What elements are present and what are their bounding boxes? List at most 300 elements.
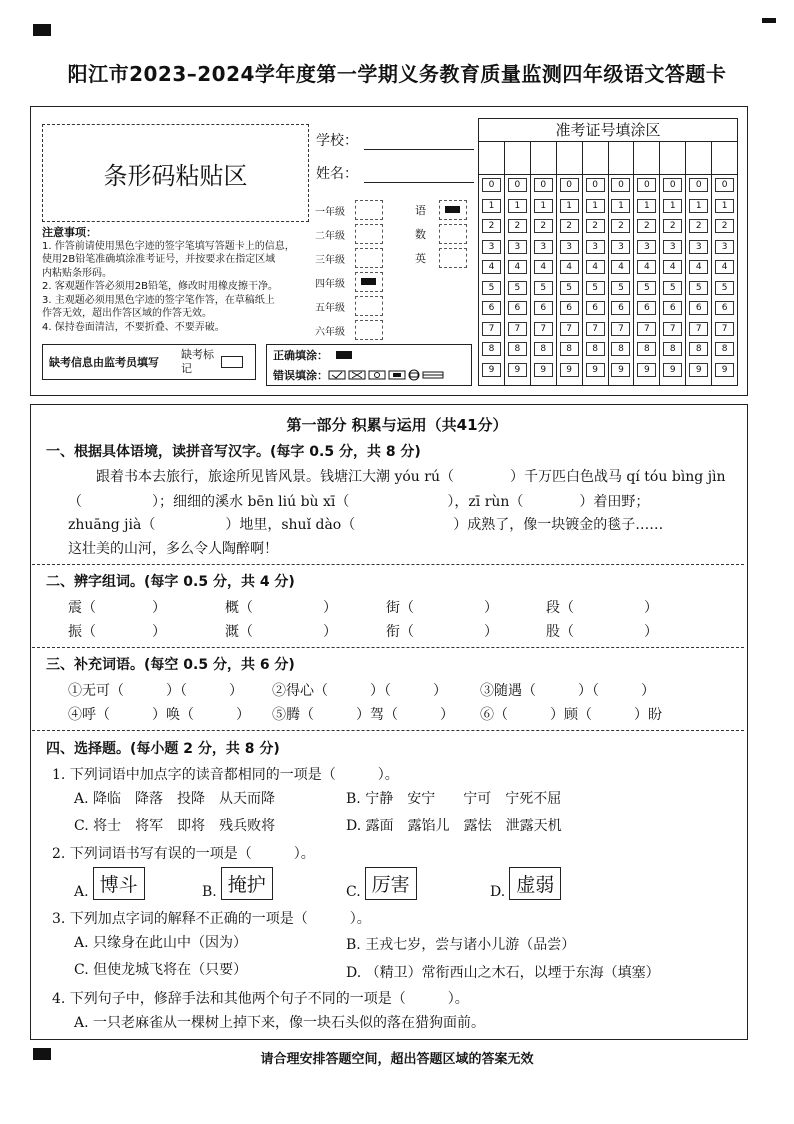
q3-blank[interactable]: ②得心（ ）（ ） — [272, 683, 447, 699]
digit-bubble[interactable]: 9 — [663, 363, 682, 377]
digit-bubble[interactable]: 7 — [663, 322, 682, 336]
grade-label: 六年级 — [315, 326, 345, 338]
subject-label: 英 — [415, 252, 426, 265]
digit-cell — [505, 360, 530, 381]
digit-cell — [609, 298, 634, 319]
ticket-write-box[interactable] — [634, 142, 659, 175]
digit-cell — [660, 257, 685, 278]
fill-legend — [266, 344, 472, 386]
grade-label: 二年级 — [315, 230, 345, 242]
digit-cell — [557, 339, 582, 360]
digit-bubble[interactable]: 5 — [611, 281, 630, 295]
digit-bubble[interactable]: 1 — [715, 199, 734, 213]
grade-bubble[interactable] — [355, 320, 383, 340]
q3-blank[interactable]: ③随遇（ ）（ ） — [480, 683, 655, 699]
digit-cell — [479, 257, 504, 278]
option-key: D. — [490, 884, 506, 900]
digit-cell — [660, 216, 685, 237]
digit-bubble[interactable]: 4 — [534, 260, 553, 274]
digit-cell — [531, 175, 556, 196]
digit-cell — [609, 216, 634, 237]
digit-cell — [557, 175, 582, 196]
digit-cell — [583, 319, 608, 340]
digit-bubble[interactable]: 0 — [560, 178, 579, 192]
q4-1-option-d[interactable]: D. 露面 露馅儿 露怯 泄露天机 — [346, 818, 562, 834]
registration-mark-top-left — [33, 24, 51, 36]
notice-line: 1. 作答前请使用黑色字迹的签字笔填写答题卡上的信息， — [42, 240, 295, 252]
digit-cell — [712, 298, 737, 319]
digit-cell — [557, 216, 582, 237]
absent-code-label: 缺考标记 — [181, 348, 214, 375]
digit-bubble[interactable]: 0 — [715, 178, 734, 192]
q4-3-option-d[interactable]: D. （精卫）常衔西山之木石，以堙于东海（填塞） — [346, 965, 660, 981]
digit-bubble[interactable]: 8 — [689, 342, 708, 356]
q4-2-option-b[interactable] — [202, 867, 273, 900]
ticket-write-box[interactable] — [557, 142, 582, 175]
digit-cell — [634, 339, 659, 360]
grade-row-3[interactable] — [315, 246, 383, 270]
option-word: 虚弱 — [509, 867, 561, 900]
digit-cell — [531, 237, 556, 258]
digit-bubble[interactable]: 0 — [663, 178, 682, 192]
ticket-write-box[interactable] — [479, 142, 504, 175]
option-key: B. — [202, 884, 217, 900]
q2-blank[interactable]: 股（ ） — [546, 624, 658, 640]
digit-bubble[interactable]: 9 — [586, 363, 605, 377]
digit-cell — [660, 298, 685, 319]
digit-cell — [531, 257, 556, 278]
digit-bubble[interactable]: 1 — [586, 199, 605, 213]
q4-2-option-c[interactable] — [346, 867, 417, 900]
digit-cell — [634, 216, 659, 237]
digit-bubble[interactable]: 2 — [482, 219, 501, 233]
digit-cell — [660, 278, 685, 299]
digit-bubble[interactable]: 3 — [689, 240, 708, 254]
q3-blank[interactable]: ⑥（ ）顾（ ）盼 — [480, 707, 662, 723]
subject-selector — [415, 198, 467, 270]
digit-cell — [660, 339, 685, 360]
digit-cell — [479, 196, 504, 217]
subject-label: 语 — [415, 204, 426, 217]
digit-bubble[interactable]: 3 — [611, 240, 630, 254]
digit-cell — [505, 339, 530, 360]
digit-bubble[interactable]: 1 — [560, 199, 579, 213]
digit-cell — [660, 175, 685, 196]
digit-bubble[interactable]: 0 — [482, 178, 501, 192]
ticket-write-box[interactable] — [505, 142, 530, 175]
digit-bubble[interactable]: 7 — [637, 322, 656, 336]
digit-cell — [479, 216, 504, 237]
digit-bubble[interactable]: 7 — [715, 322, 734, 336]
q2-blank[interactable]: 段（ ） — [546, 600, 658, 616]
digit-cell — [479, 360, 504, 381]
digit-bubble[interactable]: 2 — [586, 219, 605, 233]
option-key: A. — [74, 884, 89, 900]
grade-bubble[interactable] — [355, 296, 383, 316]
digit-bubble[interactable]: 1 — [689, 199, 708, 213]
digit-bubble[interactable]: 2 — [560, 219, 579, 233]
ticket-write-box[interactable] — [583, 142, 608, 175]
digit-bubble[interactable]: 4 — [586, 260, 605, 274]
digit-bubble[interactable]: 6 — [637, 301, 656, 315]
digit-cell — [609, 257, 634, 278]
digit-cell — [686, 175, 711, 196]
barcode-label: 条形码粘贴区 — [103, 161, 248, 190]
barcode-area — [42, 124, 309, 222]
digit-cell — [712, 278, 737, 299]
digit-cell — [686, 360, 711, 381]
digit-cell — [479, 319, 504, 340]
digit-bubble[interactable]: 6 — [586, 301, 605, 315]
digit-bubble[interactable]: 0 — [534, 178, 553, 192]
q2-blank[interactable]: 震（ ） — [68, 600, 166, 616]
digit-bubble[interactable]: 5 — [663, 281, 682, 295]
ticket-write-box[interactable] — [531, 142, 556, 175]
q4-1-option-a[interactable]: A. 降临 降落 投降 从天而降 — [74, 791, 276, 807]
section-divider — [32, 730, 744, 731]
q2-blank[interactable]: 概（ ） — [225, 600, 337, 616]
digit-cell — [557, 257, 582, 278]
option-word: 掩护 — [221, 867, 273, 900]
q1-line[interactable]: zhuāng jià（ ）地里，shuǐ dào（ ）成熟了，像一块镀金的毯子…… — [68, 517, 664, 533]
subject-row-english[interactable] — [415, 246, 467, 270]
ticket-write-box[interactable] — [686, 142, 711, 175]
absent-box — [42, 344, 256, 380]
digit-cell — [479, 237, 504, 258]
digit-bubble[interactable]: 7 — [689, 322, 708, 336]
q3-blank[interactable]: ④呼（ ）唤（ ） — [68, 707, 250, 723]
digit-cell — [531, 298, 556, 319]
digit-cell — [505, 196, 530, 217]
digit-bubble[interactable]: 3 — [508, 240, 527, 254]
digit-bubble[interactable]: 7 — [611, 322, 630, 336]
q4-2-stem: 2. 下列词语书写有误的一项是（ ）。 — [52, 846, 315, 862]
q2-blank[interactable]: 街（ ） — [386, 600, 498, 616]
option-key: C. — [346, 884, 361, 900]
digit-bubble[interactable]: 5 — [689, 281, 708, 295]
digit-bubble[interactable]: 4 — [611, 260, 630, 274]
digit-cell — [712, 360, 737, 381]
digit-cell — [712, 196, 737, 217]
digit-cell — [712, 319, 737, 340]
digit-bubble[interactable]: 3 — [715, 240, 734, 254]
ticket-write-box[interactable] — [609, 142, 634, 175]
digit-bubble[interactable]: 7 — [586, 322, 605, 336]
digit-cell — [634, 319, 659, 340]
digit-cell — [479, 298, 504, 319]
ticket-number-grid — [478, 118, 738, 386]
digit-bubble[interactable]: 3 — [663, 240, 682, 254]
digit-bubble[interactable]: 8 — [508, 342, 527, 356]
digit-bubble[interactable]: 5 — [482, 281, 501, 295]
digit-cell — [557, 319, 582, 340]
digit-cell — [712, 237, 737, 258]
subject-bubble[interactable] — [439, 224, 467, 244]
q2-blank[interactable]: 衔（ ） — [386, 624, 498, 640]
digit-bubble[interactable]: 2 — [611, 219, 630, 233]
grade-row-1[interactable] — [315, 198, 383, 222]
digit-bubble[interactable]: 8 — [611, 342, 630, 356]
digit-cell — [505, 257, 530, 278]
digit-cell — [660, 237, 685, 258]
absent-checkbox[interactable] — [221, 356, 243, 368]
notice-title: 注意事项： — [42, 226, 97, 239]
digit-bubble[interactable]: 8 — [663, 342, 682, 356]
digit-cell — [531, 196, 556, 217]
ticket-column — [479, 142, 505, 385]
digit-bubble[interactable]: 1 — [663, 199, 682, 213]
ticket-column — [686, 142, 712, 385]
subject-label: 数 — [415, 228, 426, 241]
digit-bubble[interactable]: 7 — [508, 322, 527, 336]
digit-bubble[interactable]: 1 — [482, 199, 501, 213]
name-field[interactable] — [316, 163, 474, 183]
ticket-column — [712, 142, 737, 385]
digit-bubble[interactable]: 7 — [560, 322, 579, 336]
grade-label: 一年级 — [315, 206, 345, 218]
digit-cell — [583, 339, 608, 360]
q3-blank[interactable]: ①无可（ ）（ ） — [68, 683, 243, 699]
digit-bubble[interactable]: 5 — [534, 281, 553, 295]
digit-bubble[interactable]: 9 — [715, 363, 734, 377]
digit-bubble[interactable]: 8 — [586, 342, 605, 356]
ticket-grid-title: 准考证号填涂区 — [479, 119, 737, 142]
digit-bubble[interactable]: 3 — [560, 240, 579, 254]
q4-1-option-c[interactable]: C. 将士 将军 即将 残兵败将 — [74, 818, 276, 834]
digit-bubble[interactable]: 3 — [586, 240, 605, 254]
digit-cell — [609, 237, 634, 258]
digit-bubble[interactable]: 9 — [637, 363, 656, 377]
digit-cell — [557, 298, 582, 319]
digit-cell — [634, 237, 659, 258]
grade-label: 四年级 — [315, 278, 345, 290]
digit-cell — [660, 196, 685, 217]
registration-mark-top-right — [762, 18, 776, 23]
name-label: 姓名： — [316, 166, 358, 182]
digit-bubble[interactable]: 5 — [586, 281, 605, 295]
q4-4-option-a[interactable]: A. 一只老麻雀从一棵树上掉下来，像一块石头似的落在猎狗面前。 — [74, 1015, 486, 1031]
notice-line: 4. 保持卷面清洁，不要折叠、不要弄破。 — [42, 321, 225, 333]
digit-bubble[interactable]: 5 — [508, 281, 527, 295]
ticket-column — [505, 142, 531, 385]
digit-cell — [609, 278, 634, 299]
digit-bubble[interactable]: 5 — [560, 281, 579, 295]
digit-bubble[interactable]: 8 — [534, 342, 553, 356]
digit-bubble[interactable]: 8 — [715, 342, 734, 356]
grade-row-6[interactable] — [315, 318, 383, 342]
digit-cell — [686, 216, 711, 237]
ticket-column — [609, 142, 635, 385]
digit-bubble[interactable]: 1 — [508, 199, 527, 213]
digit-bubble[interactable]: 4 — [560, 260, 579, 274]
digit-bubble[interactable]: 9 — [560, 363, 579, 377]
digit-bubble[interactable]: 0 — [586, 178, 605, 192]
digit-bubble[interactable]: 7 — [534, 322, 553, 336]
digit-bubble[interactable]: 2 — [637, 219, 656, 233]
digit-cell — [557, 196, 582, 217]
digit-bubble[interactable]: 0 — [689, 178, 708, 192]
digit-bubble[interactable]: 2 — [534, 219, 553, 233]
digit-bubble[interactable]: 5 — [637, 281, 656, 295]
digit-cell — [686, 298, 711, 319]
grade-label: 三年级 — [315, 254, 345, 266]
digit-bubble[interactable]: 5 — [715, 281, 734, 295]
digit-cell — [660, 319, 685, 340]
option-word: 博斗 — [93, 867, 145, 900]
q2-blank[interactable]: 溉（ ） — [225, 624, 337, 640]
digit-bubble[interactable]: 0 — [637, 178, 656, 192]
digit-cell — [583, 278, 608, 299]
digit-bubble[interactable]: 4 — [663, 260, 682, 274]
option-word: 厉害 — [365, 867, 417, 900]
part-title: 第一部分 积累与运用（共41分） — [286, 416, 508, 434]
digit-bubble[interactable]: 9 — [534, 363, 553, 377]
digit-cell — [531, 319, 556, 340]
digit-cell — [634, 278, 659, 299]
q4-title: 四、选择题。(每小题 2 分，共 8 分) — [46, 741, 280, 757]
q3-blank[interactable]: ⑤腾（ ）驾（ ） — [272, 707, 454, 723]
grade-bubble[interactable] — [355, 248, 383, 268]
digit-bubble[interactable]: 2 — [715, 219, 734, 233]
wrong-fill-samples — [328, 369, 448, 381]
digit-bubble[interactable]: 0 — [611, 178, 630, 192]
digit-bubble[interactable]: 2 — [663, 219, 682, 233]
section-divider — [32, 647, 744, 648]
notice-line: 3. 主观题必须用黑色字迹的签字笔作答，在草稿纸上 — [42, 294, 275, 306]
digit-cell — [712, 175, 737, 196]
school-field[interactable] — [316, 130, 474, 150]
digit-cell — [583, 175, 608, 196]
notice-line: 使用2B铅笔准确填涂准考证号，并按要求在指定区域 — [42, 254, 276, 265]
ticket-column — [531, 142, 557, 385]
digit-bubble[interactable]: 7 — [482, 322, 501, 336]
digit-bubble[interactable]: 8 — [637, 342, 656, 356]
q1-line: 这壮美的山河，多么令人陶醉啊！ — [68, 541, 278, 557]
q2-blank[interactable]: 振（ ） — [68, 624, 166, 640]
digit-bubble[interactable]: 9 — [508, 363, 527, 377]
digit-bubble[interactable]: 2 — [689, 219, 708, 233]
digit-bubble[interactable]: 6 — [663, 301, 682, 315]
digit-bubble[interactable]: 3 — [482, 240, 501, 254]
digit-cell — [583, 216, 608, 237]
correct-fill-label: 正确填涂： — [273, 349, 328, 362]
q4-3-stem: 3. 下列加点字词的解释不正确的一项是（ ）。 — [52, 911, 371, 927]
digit-bubble[interactable]: 8 — [482, 342, 501, 356]
q4-3-option-a[interactable]: A. 只缘身在此山中（因为） — [74, 935, 248, 951]
digit-bubble[interactable]: 4 — [482, 260, 501, 274]
q4-2-option-a[interactable] — [74, 867, 145, 900]
digit-cell — [505, 298, 530, 319]
ticket-column — [660, 142, 686, 385]
digit-cell — [686, 339, 711, 360]
grade-bubble[interactable] — [355, 200, 383, 220]
grade-bubble-filled[interactable] — [355, 272, 383, 292]
page-title: 阳江市2023–2024学年度第一学期义务教育质量监测四年级语文答题卡 — [67, 62, 727, 86]
digit-bubble[interactable]: 1 — [534, 199, 553, 213]
filled-mark — [361, 278, 376, 285]
digit-bubble[interactable]: 1 — [637, 199, 656, 213]
q4-3-option-c[interactable]: C. 但使龙城飞将在（只要） — [74, 962, 248, 978]
q4-2-option-d[interactable] — [490, 867, 561, 900]
digit-bubble[interactable]: 6 — [560, 301, 579, 315]
digit-cell — [686, 196, 711, 217]
digit-bubble[interactable]: 6 — [689, 301, 708, 315]
q2-title: 二、辨字组词。(每字 0.5 分，共 4 分) — [46, 574, 295, 590]
digit-cell — [583, 298, 608, 319]
digit-bubble[interactable]: 4 — [508, 260, 527, 274]
grade-row-4[interactable] — [315, 270, 383, 294]
digit-cell — [686, 319, 711, 340]
digit-cell — [557, 360, 582, 381]
ticket-write-box[interactable] — [660, 142, 685, 175]
digit-cell — [634, 175, 659, 196]
digit-bubble[interactable]: 4 — [715, 260, 734, 274]
ticket-columns — [479, 142, 737, 385]
q1-line[interactable]: 跟着书本去旅行，旅途所见皆风景。钱塘江大潮 yóu rú（ ）千万匹白色战马 qí tóu bìng jìn — [96, 469, 726, 485]
digit-cell — [660, 360, 685, 381]
digit-cell — [686, 257, 711, 278]
digit-bubble[interactable]: 6 — [534, 301, 553, 315]
digit-cell — [634, 298, 659, 319]
ticket-write-box[interactable] — [712, 142, 737, 175]
q1-title: 一、根据具体语境，读拼音写汉字。(每字 0.5 分，共 8 分) — [46, 444, 421, 460]
digit-bubble[interactable]: 3 — [534, 240, 553, 254]
digit-cell — [712, 257, 737, 278]
subject-bubble[interactable] — [439, 248, 467, 268]
subject-row-math[interactable] — [415, 222, 467, 246]
digit-cell — [557, 278, 582, 299]
digit-bubble[interactable]: 8 — [560, 342, 579, 356]
digit-bubble[interactable]: 4 — [637, 260, 656, 274]
digit-bubble[interactable]: 0 — [508, 178, 527, 192]
digit-bubble[interactable]: 4 — [689, 260, 708, 274]
digit-cell — [609, 360, 634, 381]
grade-row-2[interactable] — [315, 222, 383, 246]
digit-bubble[interactable]: 3 — [637, 240, 656, 254]
q4-3-option-b[interactable]: B. 王戎七岁，尝与诸小儿游（品尝） — [346, 937, 576, 953]
digit-bubble[interactable]: 9 — [482, 363, 501, 377]
notice-block — [42, 226, 307, 334]
digit-bubble[interactable]: 6 — [611, 301, 630, 315]
digit-cell — [479, 175, 504, 196]
subject-bubble-filled[interactable] — [439, 200, 467, 220]
digit-bubble[interactable]: 9 — [611, 363, 630, 377]
digit-bubble[interactable]: 6 — [715, 301, 734, 315]
grade-label: 五年级 — [315, 302, 345, 314]
digit-cell — [531, 278, 556, 299]
digit-cell — [505, 175, 530, 196]
grade-row-5[interactable] — [315, 294, 383, 318]
digit-cell — [479, 278, 504, 299]
q1-line[interactable]: （ ）；细细的溪水 bēn liú bù xī（ ），zī rùn（ ）着田野； — [68, 494, 650, 510]
subject-row-chinese[interactable] — [415, 198, 467, 222]
digit-cell — [531, 339, 556, 360]
digit-bubble[interactable]: 9 — [689, 363, 708, 377]
school-input-line[interactable] — [364, 135, 474, 150]
grade-bubble[interactable] — [355, 224, 383, 244]
q4-1-option-b[interactable]: B. 宁静 安宁 宁可 宁死不屈 — [346, 791, 562, 807]
digit-bubble[interactable]: 6 — [482, 301, 501, 315]
digit-bubble[interactable]: 2 — [508, 219, 527, 233]
school-label: 学校： — [316, 133, 358, 149]
digit-bubble[interactable]: 6 — [508, 301, 527, 315]
digit-cell — [686, 237, 711, 258]
digit-bubble[interactable]: 1 — [611, 199, 630, 213]
digit-cell — [531, 216, 556, 237]
digit-cell — [634, 360, 659, 381]
name-input-line[interactable] — [364, 168, 474, 183]
ticket-column — [634, 142, 660, 385]
